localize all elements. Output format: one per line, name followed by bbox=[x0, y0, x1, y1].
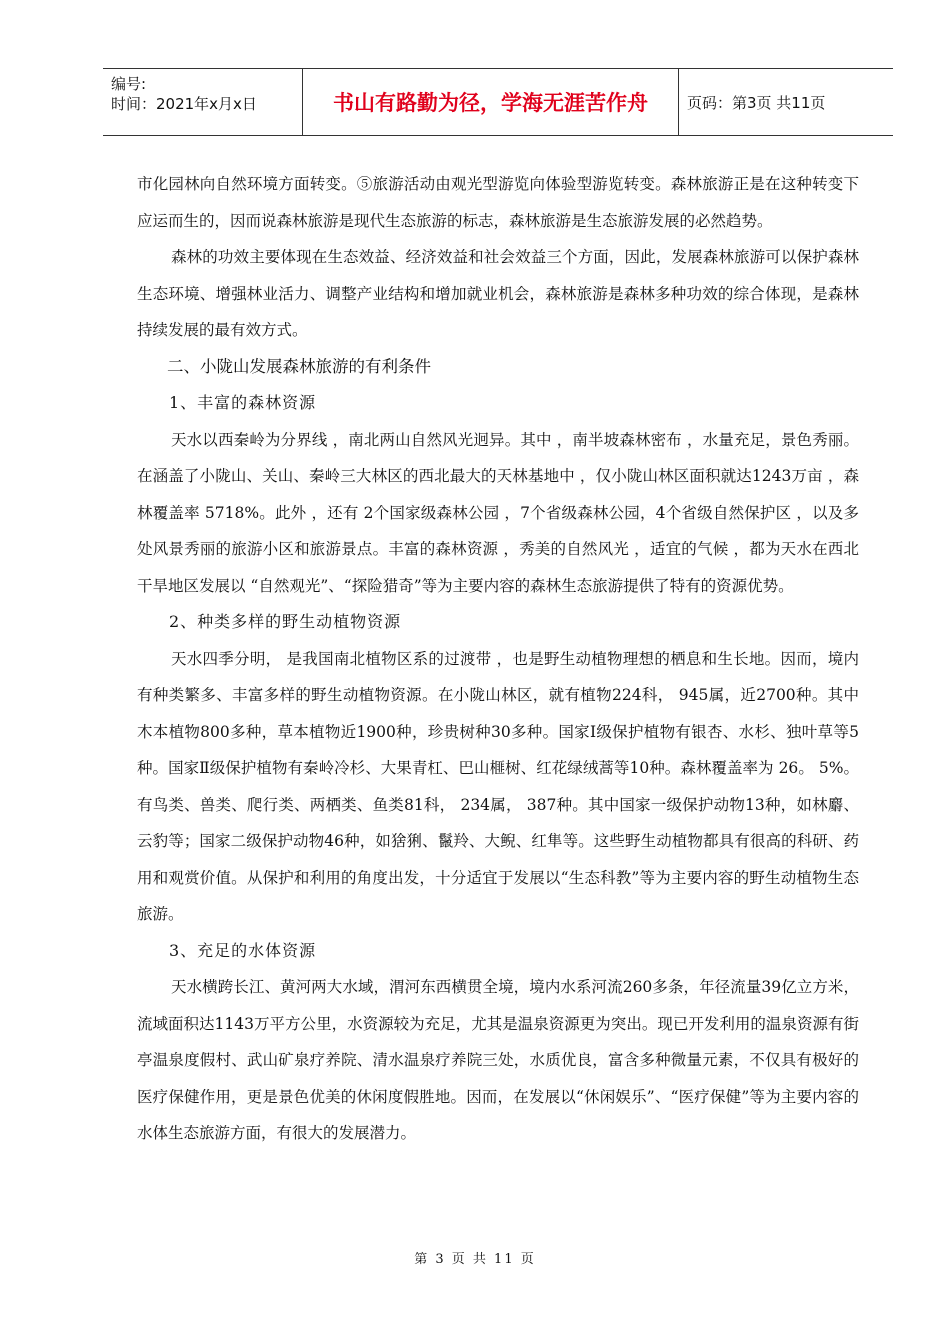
paragraph-water-resources: 天水横跨长江、黄河两大水域，渭河东西横贯全境，境内水系河流260多条，年径流量39亿立方米，流域面积达1143万平方公里，水资源较为充足，尤其是温泉资源更为突出。现已开发利用的温泉资源有街亭温泉度假村、武山矿泉疗养院、清水温泉疗养院三处，水质优良，富含多种微量元素，不仅具有极好的医疗保健作用，更是景色优美的休闲度假胜地。因而，在发展以“休闲娱乐”、“医疗保健”等为主要内容的水体生态旅游方面，有很大的发展潜力。 bbox=[137, 978, 859, 1142]
paragraph-forest-resources: 天水以西秦岭为分界线 ，南北两山自然风光迥异。其中 ，南半坡森林密布 ，水量充足，景色秀丽。在涵盖了小陇山、关山、秦岭三大林区的西北最大的天林基地中 ，仅小陇山林区面积就达1243万亩 ，森林覆盖率 5718%。此外 ，还有 2个国家级森林公园 ，7个省级森林公园，4个省级自然保护区 ，以及多处风景秀丽的旅游小区和旅游景点。丰富的森林资源 ，秀美的自然风光 ，适宜的气候 ，都为天水在西北干旱地区发展以 “自然观光”、“探险猎奇”等为主要内容的森林生态旅游提供了特有的资源优势。 bbox=[137, 430, 859, 595]
subsection-heading-water: 3、充足的水体资源 bbox=[169, 940, 317, 960]
header-page-number: 页码：第3页 共11页 bbox=[687, 93, 826, 112]
header-motto: 书山有路勤为径，学海无涯苦作舟 bbox=[303, 69, 679, 135]
document-body bbox=[137, 166, 859, 1152]
paragraph-wildlife-resources: 天水四季分明， 是我国南北植物区系的过渡带 ，也是野生动植物理想的栖息和生长地。因而，境内有种类繁多、丰富多样的野生动植物资源。在小陇山林区，就有植物224科， 945属，近2700种。其中木本植物800多种，草本植物近1900种，珍贵树种30多种。国家Ⅰ级保护植物有银杏、水杉、独叶草等5种。国家Ⅱ级保护植物有秦岭冷杉、大果青杠、巴山榧树、红花绿绒蒿等10种。森林覆盖率为 26。 5%。有鸟类、兽类、爬行类、两栖类、鱼类81科， 234属， 387种。其中国家一级保护动物13种，如林麝、云豹等；国家二级保护动物46种，如猞猁、鬣羚、大鲵、红隼等。这些野生动植物都具有很高的科研、药用和观赏价值。从保护和利用的角度出发，十分适宜于发展以“生态科教”等为主要内容的野生动植物生态旅游。 bbox=[137, 649, 859, 923]
page-footer: 第 3 页 共 11 页 bbox=[414, 1252, 536, 1267]
document-time-label: 时间：2021年x月x日 bbox=[111, 95, 257, 113]
subsection-heading-wildlife: 2、种类多样的野生动植物资源 bbox=[169, 612, 402, 631]
document-number-label: 编号: bbox=[111, 75, 147, 93]
paragraph-forest-benefits: 森林的功效主要体现在生态效益、经济效益和社会效益三个方面，因此，发展森林旅游可以保护森林生态环境、增强林业活力、调整产业结构和增加就业机会，森林旅游是森林多种功效的综合体现，是森林持续发展的最有效方式。 bbox=[137, 248, 859, 339]
page-header bbox=[103, 68, 893, 136]
subsection-heading-forest: 1、丰富的森林资源 bbox=[169, 393, 317, 412]
header-meta-cell bbox=[103, 69, 303, 135]
section-heading: 二、小陇山发展森林旅游的有利条件 bbox=[167, 356, 431, 376]
paragraph-continued: 市化园林向自然环境方面转变。⑤旅游活动由观光型游览向体验型游览转变。森林旅游正是在这种转变下应运而生的，因而说森林旅游是现代生态旅游的标志，森林旅游是生态旅游发展的必然趋势。 bbox=[137, 175, 859, 230]
